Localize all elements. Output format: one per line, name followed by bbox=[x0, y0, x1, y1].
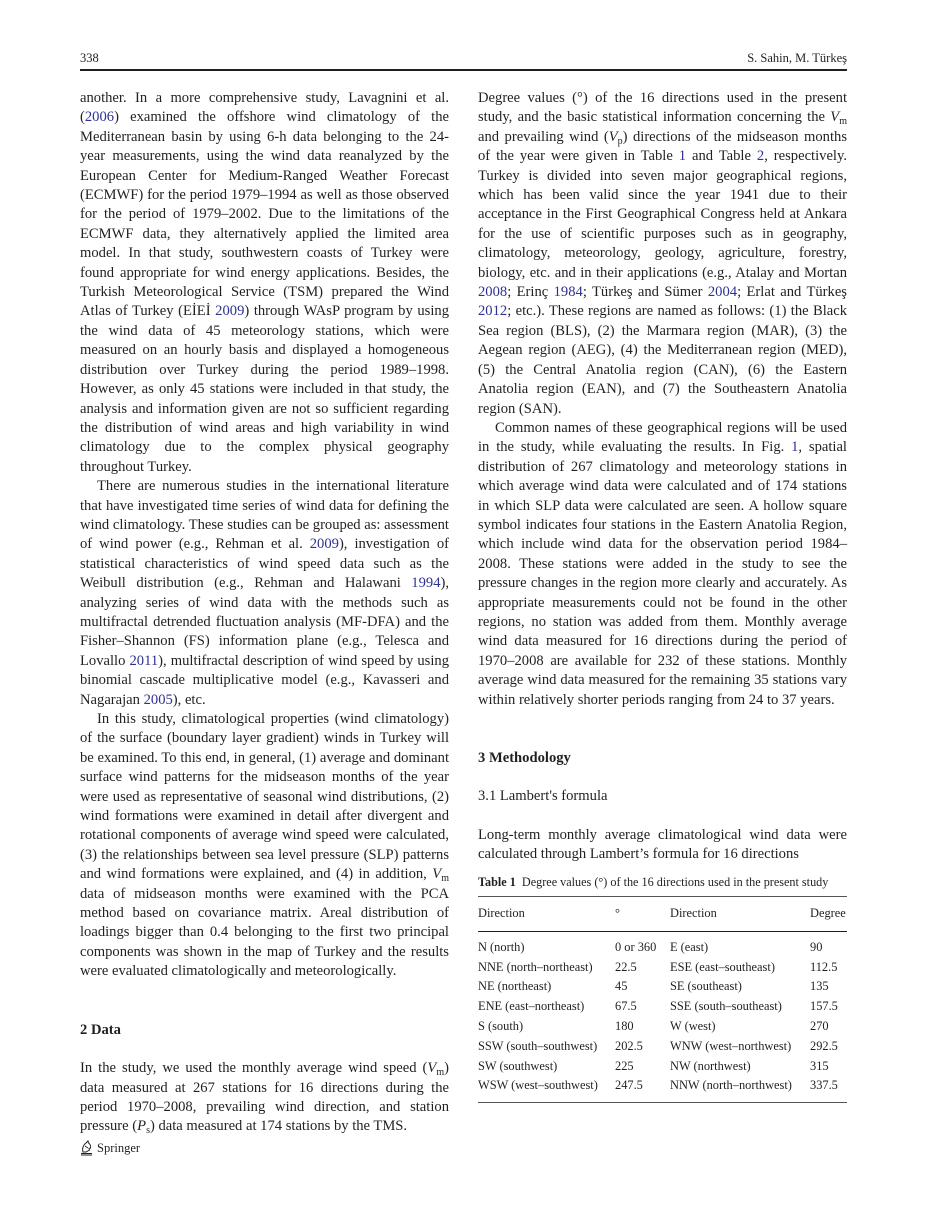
figure-link[interactable]: 1 bbox=[791, 439, 799, 456]
section-heading: 2 Data bbox=[80, 1021, 121, 1038]
table-row: NNE (north–northeast) 22.5 ESE (east–southeast) 112.5 bbox=[478, 959, 838, 974]
table-row: S (south) 180 W (west) 270 bbox=[478, 1018, 829, 1033]
left-column bbox=[80, 89, 449, 1137]
paragraph: Long-term monthly average climatological wind data were calculated through Lambert’s formula for 16 directions bbox=[478, 826, 847, 863]
section-heading: 3 Methodology bbox=[478, 750, 571, 766]
citation-link[interactable]: 2005 bbox=[143, 691, 173, 708]
table-row: NE (northeast) 45 SE (southeast) 135 bbox=[478, 979, 829, 994]
table-row: WSW (west–southwest) 247.5 NNW (north–northwest) 337.5 bbox=[478, 1078, 838, 1093]
table-row: SW (southwest) 225 NW (northwest) 315 bbox=[478, 1058, 829, 1073]
header-rule bbox=[80, 69, 847, 71]
citation-link[interactable]: 2004 bbox=[707, 284, 738, 301]
column-header: ° bbox=[615, 906, 620, 921]
table-label: Table 1 bbox=[478, 874, 516, 889]
paragraph: There are numerous studies in the international literature that have investigated time series of wind data for defining the wind climatology. These studies can be grouped as: assessment of wind power (e.g., Rehman et al. 2009), investigation of statistical characteristics of wind speed data such as the Weibull distribution (e.g., Rehman and Halawani 1994), analyzing series of wind data with the methods such as multifractal detrended fluctuation analysis (MF-DFA) and the Fisher–Shannon (FS) information plane (e.g., Telesca and Lovallo 2011), multifractal description of wind speed by using binomial cascade multiplicative model (e.g., Kavasseri and Nagarajan 2005), etc. bbox=[80, 478, 449, 708]
paragraph: Common names of these geographical regions will be used in the study, while evaluating the results. In Fig. 1, spatial distribution of 267 climatology and meteorology stations in which average wind data were calculated and of 174 stations in which SLP data were calculated are seen. A hollow square symbol indicates four stations in the Eastern Anatolia Region, which include wind data for the observation period 1984–2008. These stations were added in the study to see the pressure changes in the region more clearly and accurately. As appropriate measurements could not be found in the other regions, no station was added from them. Monthly average wind data measured for 16 directions during the period of 1970–2008 are available for 232 of these stations. Monthly average wind data measured for the remaining 35 stations vary within relatively shorter periods ranging from 24 to 37 years. bbox=[478, 419, 847, 708]
paragraph: another. In a more comprehensive study, Lavagnini et al. (2006) examined the offshore wind climatology of the Mediterranean basin by using 6-h data belonging to the 24-year measurements, using the wind data reanalyzed by the European Center for Medium-Ranged Weather Forecast (ECMWF) for the period 1979–1994 as well as those observed for the period of 1979–2002. Due to the limitations of the ECMWF data, they alternatively applied the limited area model. In that study, southwestern coasts of Turkey were found appropriate for wind energy applications. Besides, the Turkish Meteorological Service (TSM) prepared the Wind Atlas of Turkey (EİEİ 2009) through WAsP program by using the wind data of 45 meteorology stations, which were measured on an hourly basis and displayed a homogeneous distribution over Turkey during the period 1989–1998. However, as only 45 stations were included in that study, the analysis and information given are not so sufficient regarding the distribution of wind areas and high variability in wind climatology due to the complex physical geography throughout Turkey. bbox=[80, 90, 449, 475]
right-column bbox=[478, 89, 847, 1103]
variable: P bbox=[137, 1118, 147, 1135]
variable: V bbox=[830, 109, 840, 126]
publisher-name: Springer bbox=[97, 1140, 141, 1155]
paragraph: In this study, climatological properties (wind climatology) of the surface (boundary layer gradient) winds in Turkey will be examined. To this end, in general, (1) average and dominant surface wind patterns for the midseason months of the year were used as representative of seasonal wind distributions, (2) wind formations were examined in detail after divergent and rotational components of average wind speed were calculated, (3) the relationships between sea level pressure (SLP) patterns and wind formations were explained, and (4) in addition, $V_m$ data of midseason months were examined with the PCA method based on covariance matrix. Areal distribution of loadings bigger than 0.4 belonging to the first two principal components was shown in the map of Turkey and the results were evaluated climatologically and meteorologically. bbox=[80, 711, 449, 980]
table-link[interactable]: 1 bbox=[678, 148, 687, 165]
paragraph: Degree values (°) of the 16 directions used in the present study, and the basic statistical information concerning the $V_m$ and prevailing wind $(V_p)$ directions of the midseason months of the year were given in Table 1 and Table 2, respectively. Turkey is divided into seven major geographical regions, which has been valid since the year 1941 due to their acceptance in the First Geographical Congress held at Ankara for the use of scientific purposes such as in geography, climatology, meteorology, geology, agriculture, forestry, biology, etc. and in their applications (e.g., Atalay and Mortan 2008; Erinç 1984; Türkeş and Sümer 2004; Erlat and Türkeş 2012; etc.). These regions are named as follows: (1) the Black Sea region (BLS), (2) the Marmara region (MAR), (3) the Aegean region (AEG), (4) the Mediterranean region (MED), (5) the Central Anatolia region (CAN), (6) the Eastern Anatolia region (EAN), and (7) the Southeastern Anatolia region (SAN). bbox=[478, 90, 847, 417]
citation-link[interactable]: 1994 bbox=[411, 575, 441, 592]
paragraph: In the study, we used the monthly average wind speed $(V_m)$ data measured at 267 stations for 16 directions during the period 1970–2008, prevailing wind direction, and station pressure $(P_s)$ data measured at 174 stations by the TMS. bbox=[80, 1060, 449, 1137]
column-header: Direction bbox=[670, 906, 717, 921]
column-header: Direction bbox=[478, 906, 525, 921]
table-caption: Table 1 Degree values (°) of the 16 directions used in the present study bbox=[478, 874, 829, 889]
table-header-row bbox=[478, 897, 847, 931]
page-number: 338 bbox=[80, 51, 99, 65]
citation-link[interactable]: 2009 bbox=[309, 536, 339, 553]
citation-link[interactable]: 1984 bbox=[553, 284, 583, 301]
citation-link[interactable]: 2006 bbox=[84, 109, 115, 126]
variable: V bbox=[608, 128, 618, 145]
running-header bbox=[80, 48, 847, 68]
table-link[interactable]: 2 bbox=[756, 148, 765, 165]
citation-link[interactable]: 2012 bbox=[478, 303, 508, 320]
directions-table bbox=[478, 896, 847, 1103]
citation-link[interactable]: 2008 bbox=[478, 284, 508, 301]
variable: V bbox=[427, 1060, 437, 1077]
table-row: N (north) 0 or 360 E (east) 90 bbox=[478, 939, 823, 954]
variable: V bbox=[432, 866, 442, 883]
table-row: SSW (south–southwest) 202.5 WNW (west–northwest) 292.5 bbox=[478, 1038, 838, 1053]
column-header: Degree bbox=[810, 906, 846, 921]
table-row: ENE (east–northeast) 67.5 SSE (south–southeast) 157.5 bbox=[478, 999, 838, 1014]
subsection-heading: 3.1 Lambert's formula bbox=[478, 788, 608, 805]
page-footer bbox=[80, 1140, 140, 1156]
springer-horse-icon bbox=[80, 1140, 93, 1156]
citation-link[interactable]: 2011 bbox=[129, 652, 159, 669]
running-authors: S. Sahin, M. Türkeş bbox=[747, 51, 847, 65]
citation-link[interactable]: 2009 bbox=[215, 303, 245, 320]
